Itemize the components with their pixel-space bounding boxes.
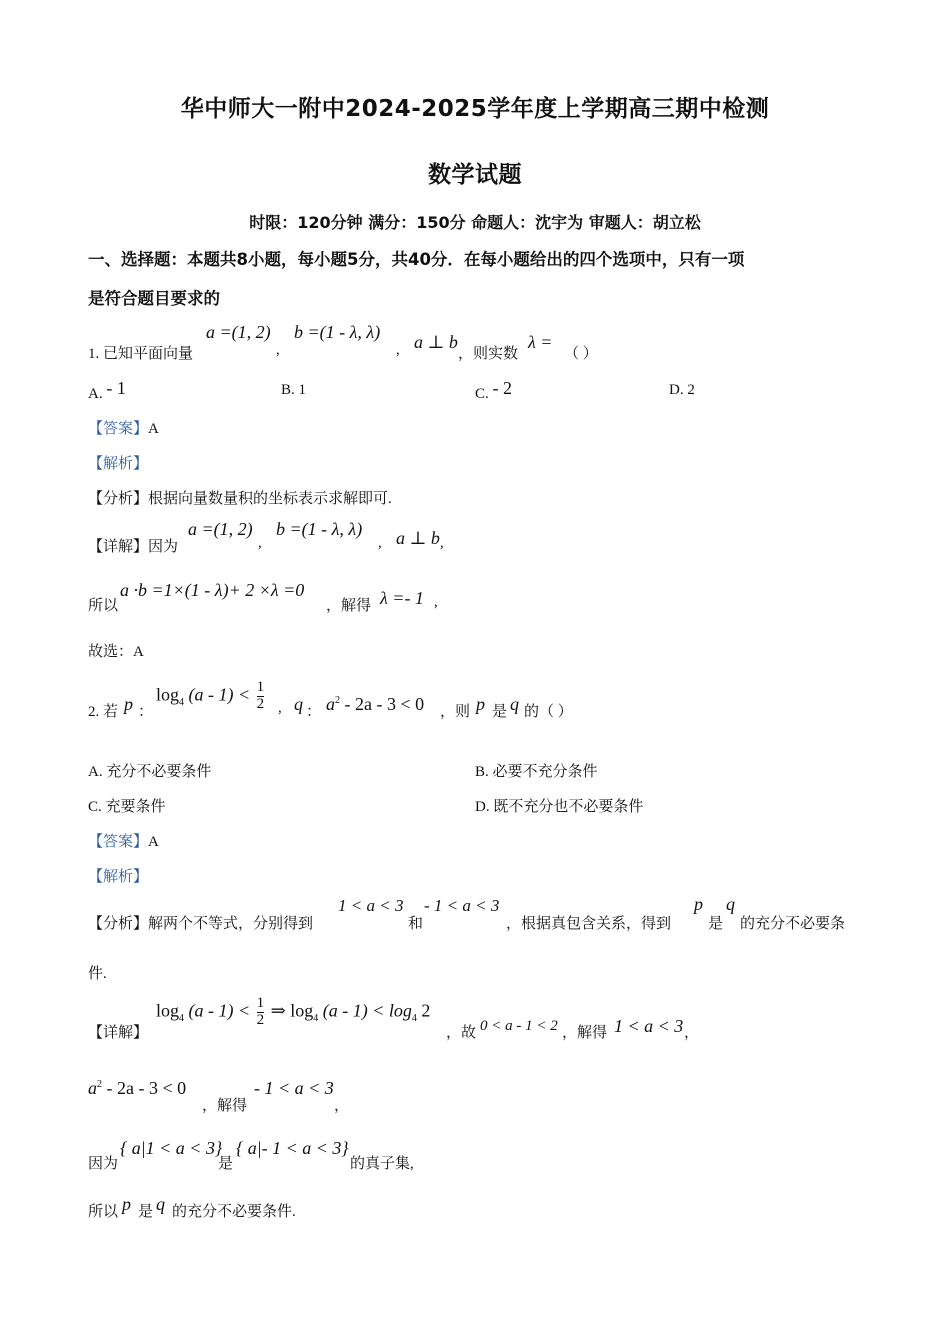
q2-conclude-is: 是 (138, 1204, 154, 1220)
q1-lambda: λ = (528, 332, 553, 352)
q1-dot-product: a ·b =1×(1 - λ)+ 2 ×λ =0 (120, 580, 305, 600)
q1-so-comma: , (434, 594, 438, 610)
q1-option-d: D. 2 (669, 382, 695, 398)
q2-and: 和 (408, 916, 424, 932)
q2-p: p (124, 694, 133, 714)
q1-detail-comma-3: , (440, 535, 444, 551)
q2-because: 因为 (88, 1156, 119, 1172)
q1-option-a: A. - 1 (88, 378, 126, 402)
q2-fenxi-is: 是 (708, 916, 724, 932)
q1-vector-b: b =(1 - λ, λ) (294, 322, 381, 342)
q2-conclude-q: q (156, 1194, 165, 1214)
q2-q-2: q (510, 694, 519, 714)
q2-p-2: p (476, 694, 485, 714)
q1-detail-comma-2: , (378, 535, 382, 551)
q2-analysis-tag: 【解析】 (88, 869, 149, 885)
q2-range-1: 1 < a < 3 (338, 896, 404, 915)
q2-comma-2: ， (684, 1025, 700, 1041)
q2-detail-quadratic: $a^2 - 2a - 3 < 0$ (88, 1078, 187, 1098)
q2-option-c: C. 充要条件 (88, 799, 166, 815)
q1-comma-2: , (396, 342, 400, 358)
q2-fraction: $\frac{1}{2}$ (256, 679, 265, 712)
q2-option-a: A. 充分不必要条件 (88, 764, 212, 780)
q2-fenxi-4: 件. (88, 966, 107, 982)
q2-quadratic: $a^2 - 2a - 3 < 0$ (326, 694, 425, 714)
q1-detail-prefix: 【详解】因为 (88, 539, 179, 555)
exam-info: 时限：120分钟 满分：150分 命题人：沈宇为 审题人：胡立松 (249, 213, 701, 232)
q1-detail-vector-a: a =(1, 2) (188, 519, 253, 539)
q1-perp: a ⊥ b (414, 332, 458, 352)
q2-detail-tag: 【详解】 (88, 1025, 149, 1041)
q2-fenxi-1: 【分析】解两个不等式，分别得到 (88, 916, 314, 932)
q2-of: 的（ ） (524, 704, 573, 720)
q1-option-b: B. 1 (281, 382, 307, 398)
q1-analysis-tag: 【解析】 (88, 456, 149, 472)
q1-choice: 故选：A (88, 644, 144, 660)
q2-colon-2: ： (306, 704, 322, 720)
q2-is: 是 (492, 704, 508, 720)
q2-fenxi-q: q (726, 894, 735, 914)
q1-so-prefix: 所以 (88, 598, 119, 614)
exam-title: 华中师大一附中2024-2025学年度上学期高三期中检测 (180, 96, 770, 122)
q2-detail-log-chain: $\log_4 (a - 1)$ < $\frac{1}{2}$ ⇒ $\log_4 (a - 1) < \log_4 2$ (156, 995, 431, 1028)
q2-fenxi-3: 的充分不必要条 (740, 916, 846, 932)
q2-mid-range: 0 < a - 1 < 2 (480, 1018, 558, 1034)
q1-option-c: C. - 2 (475, 378, 513, 402)
q2-set-1: { a|1 < a < 3} (120, 1138, 223, 1158)
subject-title: 数学试题 (428, 162, 522, 188)
q1-stem-end: （ ） (564, 346, 598, 362)
q2-colon-1: ： (138, 704, 154, 720)
q2-solve: ，解得 (562, 1025, 608, 1041)
q1-so-mid: ，解得 (326, 598, 372, 614)
q2-detail-fraction: $\frac{1}{2}$ (256, 995, 265, 1028)
q2-q: q (294, 694, 303, 714)
q1-stem-suffix: ，则实数 (458, 346, 519, 362)
q2-answer: 【答案】A (88, 834, 159, 850)
q2-hence: ，故 (446, 1025, 477, 1041)
q2-solution-1: 1 < a < 3 (614, 1016, 684, 1036)
q2-conclude-prefix: 所以 (88, 1204, 119, 1220)
q2-detail-solve: ，解得 (202, 1098, 248, 1114)
q2-log-expression: $\log_4 (a - 1)$ < $\frac{1}{2}$ (156, 679, 265, 712)
q1-vector-a: a =(1, 2) (206, 322, 271, 342)
q1-detail-vector-b: b =(1 - λ, λ) (276, 519, 363, 539)
q2-fenxi-p: p (694, 894, 703, 914)
q1-detail-comma-1: , (258, 535, 262, 551)
q2-then: ，则 (440, 704, 471, 720)
q2-conclude-p: p (122, 1194, 131, 1214)
section-heading-line1: 一、选择题：本题共8小题，每小题5分，共40分．在每小题给出的四个选项中，只有一项 (88, 250, 745, 269)
section-heading-line2: 是符合题目要求的 (88, 289, 220, 308)
q1-stem-prefix: 1. 已知平面向量 (88, 346, 194, 362)
q1-answer: 【答案】A (88, 421, 159, 437)
q2-stem-prefix: 2. 若 (88, 704, 119, 720)
q2-proper-subset: 的真子集, (350, 1156, 414, 1172)
q2-range-2: - 1 < a < 3 (424, 896, 500, 915)
q2-set-2: { a|- 1 < a < 3} (236, 1138, 349, 1158)
q2-detail-solution-2: - 1 < a < 3 (254, 1078, 334, 1098)
q1-fenxi: 【分析】根据向量数量积的坐标表示求解即可. (88, 491, 392, 507)
q2-option-d: D. 既不充分也不必要条件 (475, 799, 644, 815)
q2-detail-comma: ， (334, 1098, 350, 1114)
q1-detail-perp: a ⊥ b (396, 528, 440, 548)
q1-lambda-result: λ =- 1 (380, 588, 424, 608)
q2-option-b: B. 必要不充分条件 (475, 764, 598, 780)
q2-comma-1: , (278, 700, 282, 716)
q2-is-subset: 是 (218, 1156, 234, 1172)
q2-fenxi-2: ，根据真包含关系，得到 (506, 916, 672, 932)
q1-comma-1: , (276, 342, 280, 358)
q2-conclude-suffix: 的充分不必要条件. (172, 1204, 296, 1220)
